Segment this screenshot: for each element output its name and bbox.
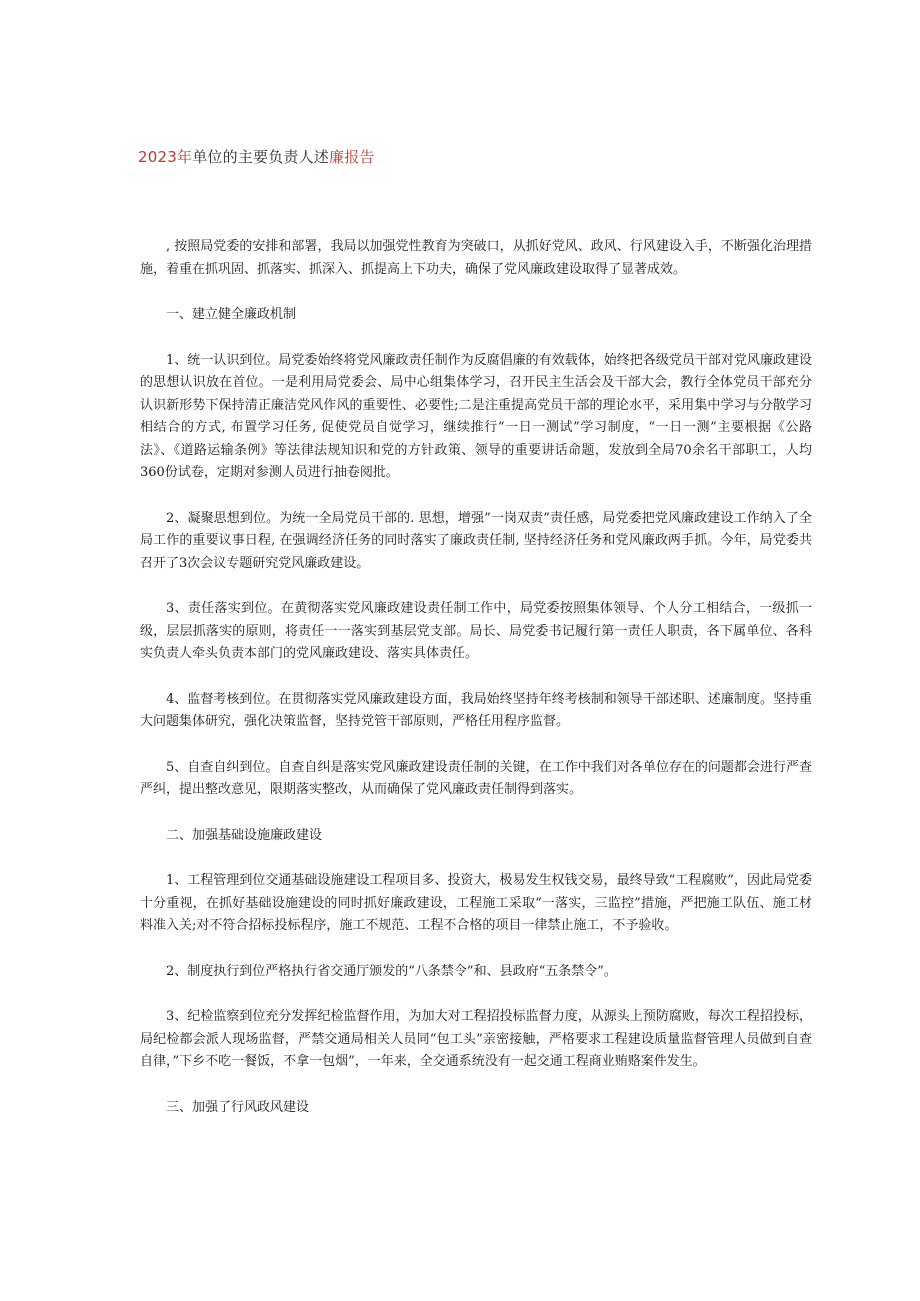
paragraph-2-3: 3、纪检监察到位充分发挥纪检监督作用，为加大对工程招投标监督力度，从源头上预防腐败，每次工程招投标，局纪检都会派人现场监督，严禁交通局相关人员同“包工头”亲密接触，严格要求工程建设质量监督管理人员做到自查自律，”下乡不吃一餐饭，不拿一包烟”，一年来，全交通系统没有一起交通工程商业贿赂案件发生。 — [140, 1009, 812, 1069]
paragraph-1-1: 1、统一认识到位。局党委始终将党风廉政责任制作为反腐倡廉的有效载体，始终把各级党员干部对党风廉政建设的思想认识放在首位。一是利用局党委会、局中心组集体学习，召开民主生活会及干部大会，教行全体党员干部充分认识新形势下保持清正廉洁党风作风的重要性、必要性;二是注重提高党员干部的理论水平，采用集中学习与分散学习相结合的方式, 布置学习任务, 促使党员自觉学习，继续推行“一日一测试”学习制度，“一日一测”主要根据《公路法》、《道路运输条例》等法律法规知识和党的方针政策、领导的重要讲话命题，发放到全局70余名干部职工，人均360份试卷，定期对参测人员进行抽卷阅批。 — [140, 352, 812, 480]
paragraph-2-2: 2、制度执行到位严格执行省交通厅颁发的“八条禁令”和、县政府“五条禁令”。 — [166, 963, 617, 979]
title-year: 2023年 — [138, 148, 193, 166]
section-heading-2: 二、加强基础设施廉政建设 — [166, 827, 323, 843]
title-end: 廉报告 — [329, 148, 375, 166]
paragraph-1-5: 5、自查自纠到位。自查自纠是落实党风廉政建设责任制的关键，在工作中我们对各单位存在的问题都会进行严查严纠，提出整改意见，限期落实整改，从而确保了党风廉政责任制得到落实。 — [140, 759, 812, 797]
section-heading-1: 一、建立健全廉政机制 — [166, 307, 297, 322]
paragraph-1-3: 3、责任落实到位。在黄彻落实党风廉政建设责任制工作中，局党委按照集体领导、个人分工相结合，一级抓一级，层层抓落实的原则，将责任一一落实到基层党支部。局长、局党委书记履行第一责任人职责，各下属单位、各科实负责人牵头负责本部门的党风廉政建设、落实具体责任。 — [140, 601, 812, 661]
paragraph-2-1: 1、工程管理到位交通基础设施建设工程项目多、投资大，极易发生权钱交易，最终导致“工程腐败”，因此局党委十分重视，在抓好基础设施建设的同时抓好廉政建设，工程施工采取“一落实，三监控”措施，严把施工队伍、施工材料准入关;对不符合招标投标程序，施工不规范、工程不合格的项目一律禁止施工，不予验收。 — [140, 873, 812, 933]
title-main: 单位的主要负责人述 — [192, 148, 329, 166]
document-body — [140, 236, 812, 1142]
paragraph-1-2: 2、凝聚思想到位。为统一全局党员干部的. 思想，增强”一岗双责”责任感，局党委把党风廉政建设工作纳入了全局工作的重要议事日程, 在强调经济任务的同时落实了廉政责任制, 坚持经济任务和党风廉政两手抓。今年，局党委共召开了3次会议专题研究党风廉政建设。 — [140, 510, 812, 571]
document-title — [138, 146, 375, 167]
section-heading-3: 三、加强了行风政风建设 — [166, 1099, 310, 1115]
paragraph-1-4: 4、监督考核到位。在贯彻落实党风廉政建设方面，我局始终坚持年终考核制和领导干部述职、述廉制度。坚持重大问题集体研究，强化决策监督，坚持党管干部原则，严格任用程序监督。 — [140, 691, 812, 729]
intro-paragraph: , 按照局党委的安排和部署，我局以加强党性教育为突破口，从抓好党风、政风、行风建设入手，不断强化治理措施，着重在抓巩固、抓落实、抓深入、抓提高上下功夫，确保了党风廉政建设取得了显著成效。 — [140, 239, 812, 277]
